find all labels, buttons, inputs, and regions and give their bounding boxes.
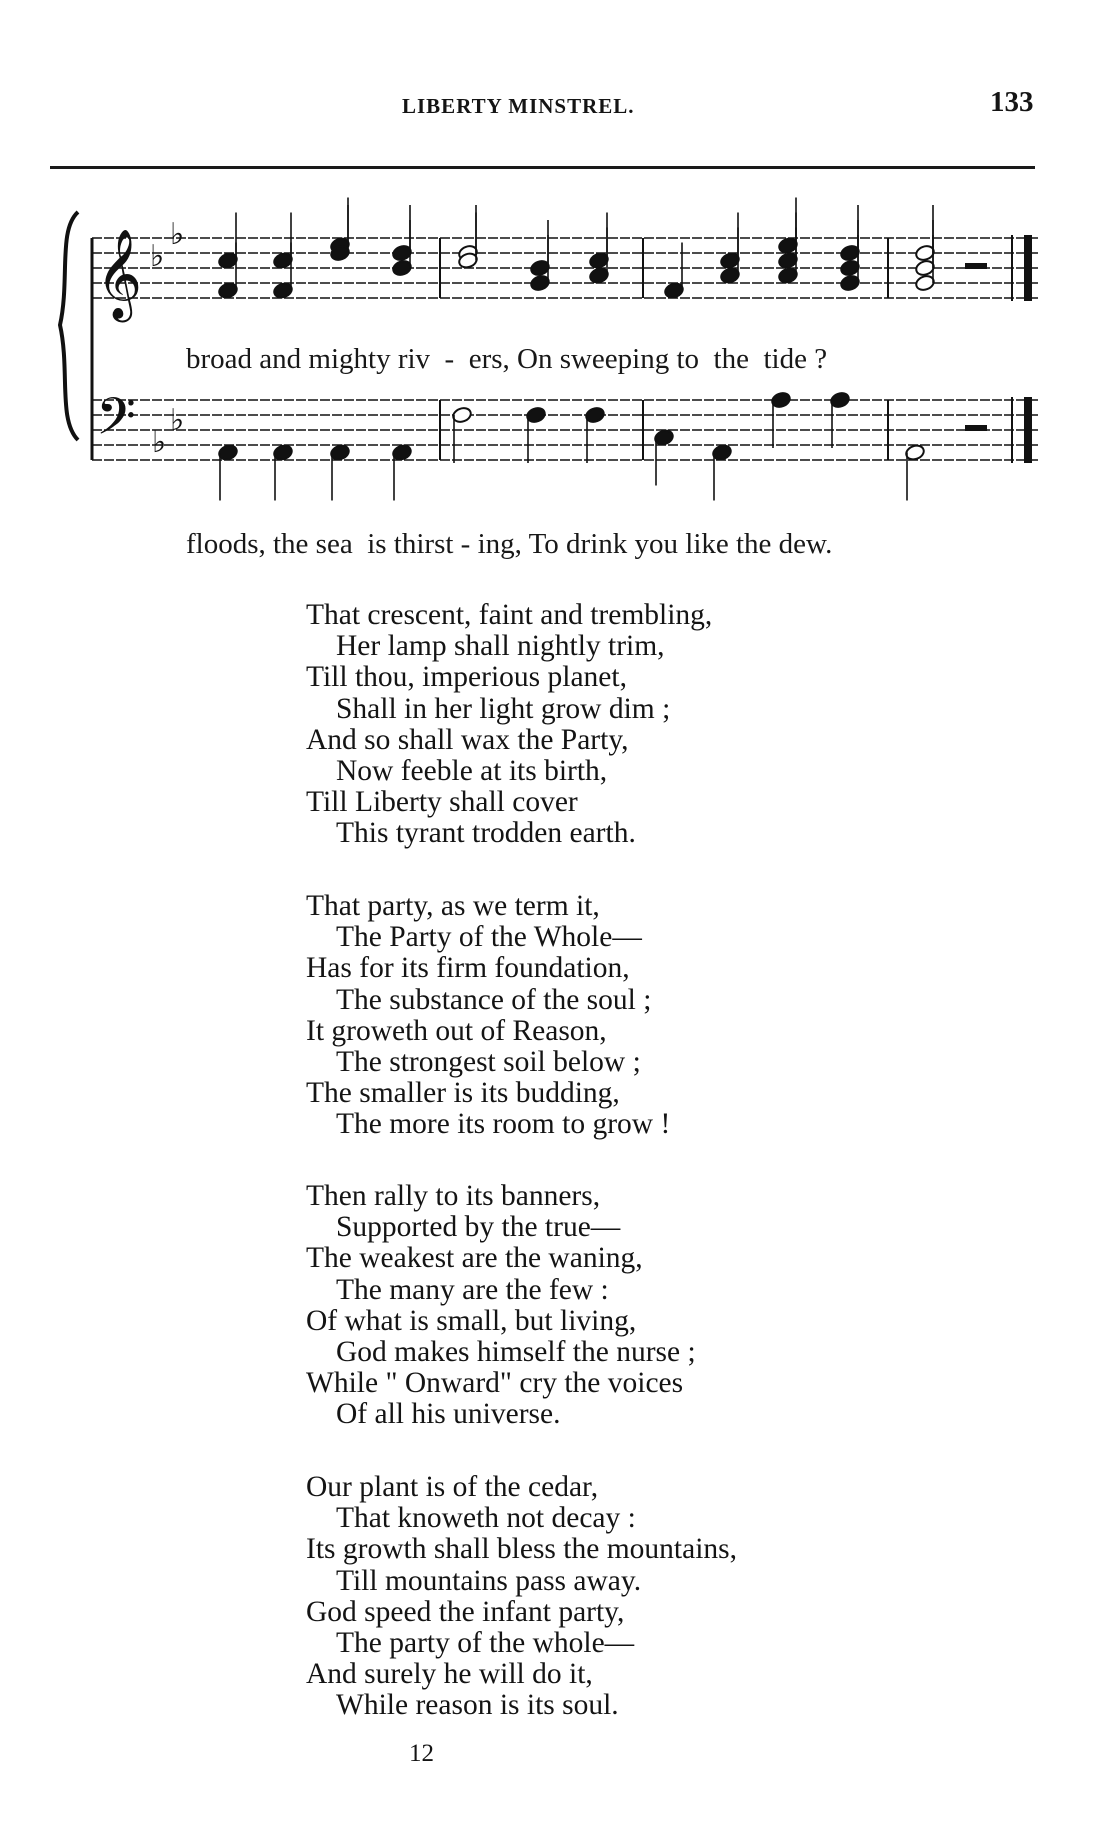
- verse-line: God makes himself the nurse ;: [336, 1335, 696, 1368]
- stanza-4: [306, 1472, 737, 1722]
- verse-line: And so shall wax the Party,: [306, 723, 629, 756]
- verse-line: Its growth shall bless the mountains,: [306, 1533, 737, 1566]
- brace: [60, 212, 78, 440]
- verse-line: That crescent, faint and trembling,: [306, 599, 713, 631]
- verse-line: The party of the whole—: [336, 1626, 635, 1659]
- verse-line: Our plant is of the cedar,: [306, 1471, 599, 1503]
- verse-line: The strongest soil below ;: [336, 1045, 641, 1078]
- verse-line: The Party of the Whole—: [336, 921, 642, 954]
- stanza-2: [306, 891, 670, 1141]
- verse-line: The weakest are the waning,: [306, 1242, 643, 1275]
- verse-line: It groweth out of Reason,: [306, 1014, 607, 1047]
- verse-line: The substance of the soul ;: [336, 983, 652, 1016]
- bass-lyrics: floods, the sea is thirst - ing, To drink you like the dew.: [186, 528, 833, 560]
- verse-line: Then rally to its banners,: [306, 1180, 601, 1212]
- treble-clef-icon: 𝄞: [96, 229, 143, 319]
- verse-line: While reason is its soul.: [336, 1689, 619, 1722]
- flat-icon: ♭: [150, 239, 165, 274]
- half-rest-icon: [965, 425, 987, 431]
- half-rest-icon: [965, 263, 987, 269]
- verse-line: Supported by the true—: [336, 1211, 621, 1244]
- flat-icon: ♭: [152, 425, 167, 460]
- verse-line: Of what is small, but living,: [306, 1304, 637, 1337]
- verse-line: Shall in her light grow dim ;: [336, 692, 671, 725]
- header-rule: [50, 166, 1035, 169]
- flat-icon: ♭: [170, 217, 185, 252]
- verse-line: And surely he will do it,: [306, 1658, 593, 1691]
- verse-line: The many are the few :: [336, 1273, 609, 1306]
- verse-line: The smaller is its budding,: [306, 1077, 620, 1110]
- verse-line: Has for its firm foundation,: [306, 952, 630, 985]
- running-title: LIBERTY MINSTREL.: [402, 94, 635, 118]
- flat-icon: ♭: [170, 403, 185, 438]
- bass-clef-icon: 𝄢: [96, 386, 136, 459]
- page-number: 133: [990, 86, 1034, 118]
- verse-line: Of all his universe.: [336, 1398, 561, 1431]
- verse-line: God speed the infant party,: [306, 1595, 625, 1628]
- verse-line: That knoweth not decay :: [336, 1502, 636, 1535]
- stanza-1: [306, 600, 712, 850]
- verse-line: Till mountains pass away.: [336, 1564, 642, 1597]
- verse-line: Now feeble at its birth,: [336, 754, 608, 787]
- signature-mark: 12: [409, 1740, 434, 1767]
- treble-lyrics: broad and mighty riv - ers, On sweeping to the tide ?: [186, 343, 828, 375]
- verse-line: Till thou, imperious planet,: [306, 661, 627, 694]
- verse-line: Till Liberty shall cover: [306, 786, 578, 819]
- verse-line: This tyrant trodden earth.: [336, 817, 636, 850]
- verse-line: While " Onward" cry the voices: [306, 1367, 684, 1400]
- verse-line: That party, as we term it,: [306, 890, 600, 922]
- stanza-3: [306, 1181, 696, 1431]
- verse-line: Her lamp shall nightly trim,: [336, 630, 665, 663]
- verse-line: The more its room to grow !: [336, 1108, 671, 1141]
